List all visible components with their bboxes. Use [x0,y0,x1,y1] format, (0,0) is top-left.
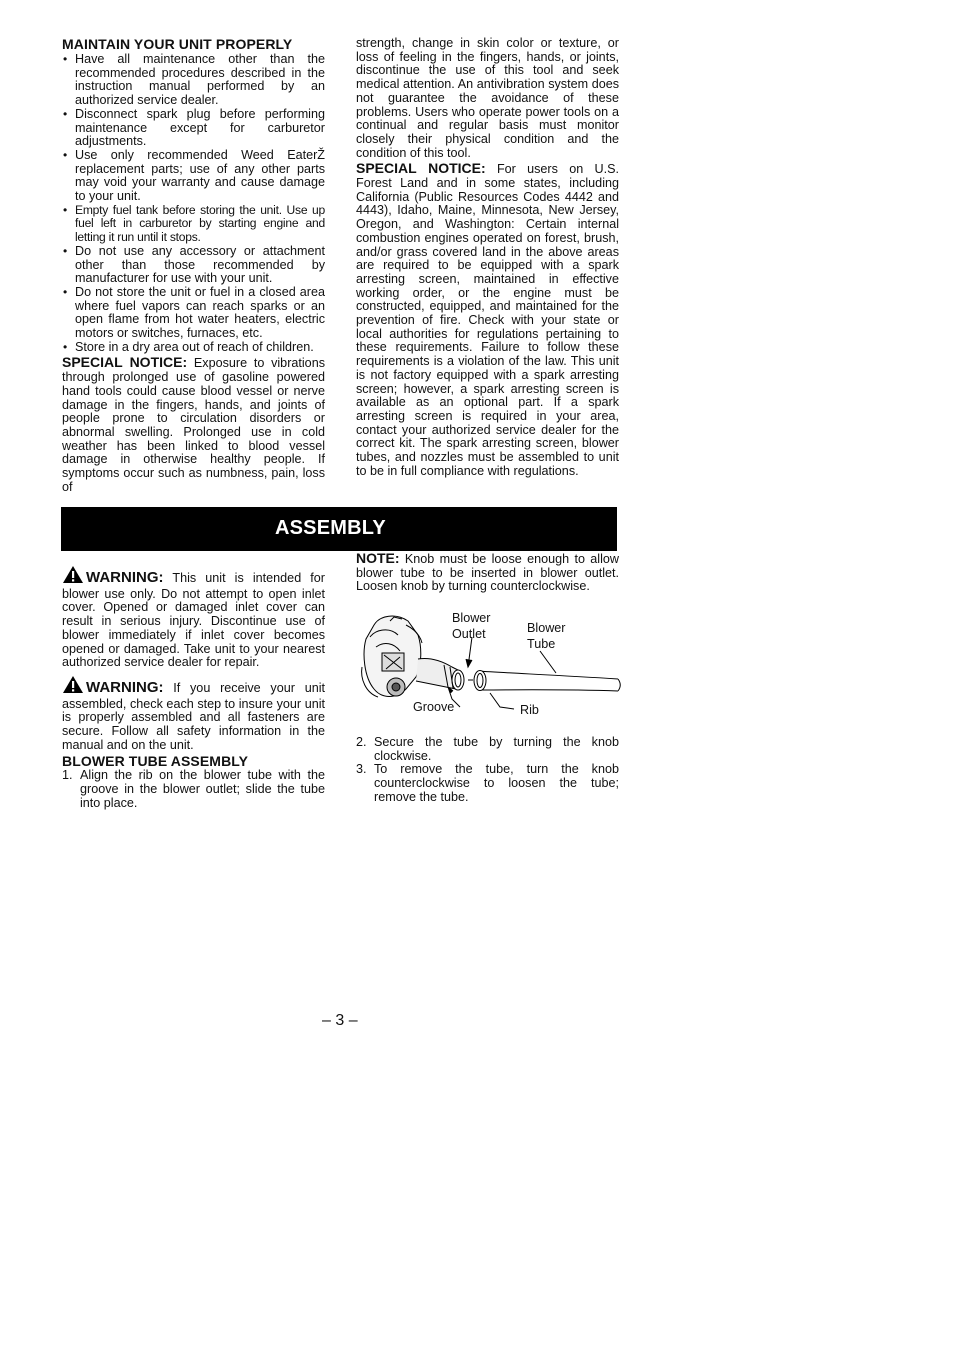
warning-inlet [62,565,325,670]
label-line: Blower [527,621,566,635]
assembly-banner [61,507,617,551]
list-item [356,763,619,804]
warning-lead: WARNING: [86,569,164,586]
list-item: • Do not store the unit or fuel in a closed area where fuel vapors can reach sparks or an open flame from hot water heaters, electric motors or switches, furnaces, etc. [62,286,325,341]
notice-text: Exposure to vibrations through prolonged use of gasoline powered hand tools could cause blood vessel or nerve damage in the fingers, hands, and joints of people prone to circulation disorders or abnormal swelling. Prolonged use in cold weather has been linked to blood vessel damage in otherwise healthy people. If symptoms occur such as numbness, pain, loss of [62,356,325,494]
list-item: • Empty fuel tank before storing the unit. Use up fuel left in carburetor by starting engine and letting it run until it stops. [62,204,325,245]
blower-outlet-label [452,611,491,642]
warning-text: If you receive your unit assembled, check each step to insure your unit is properly assembled and all fasteners are secure. Follow all safety information in the manual and on the unit. [62,680,325,752]
rib-label: Rib [520,703,539,717]
steps-section-2 [356,736,619,805]
step-number: 1. [62,768,73,783]
label-line: Outlet [452,626,486,641]
blower-tube-label [527,621,566,652]
vibration-notice-continued: strength, change in skin color or texture, or loss of feeling in the fingers, hands, or joints, discontinue the use of this tool and seek medical attention. An antivibration system does not guarantee the avoidance of these problems. Users who operate power tools on a continual and regular basis must monitor closely their physical condition and the condition of this tool. [356,36,619,160]
notice-lead: SPECIAL NOTICE: [356,160,486,177]
tube-assembly-heading: BLOWER TUBE ASSEMBLY [62,753,249,770]
warning-triangle-icon [62,565,84,588]
label-line: Blower [452,611,491,625]
step-text: Align the rib on the blower tube with the groove in the blower outlet; slide the tube into place. [80,768,325,810]
maintain-heading: MAINTAIN YOUR UNIT PROPERLY [62,36,293,52]
maintain-list [62,53,325,354]
list-item: • Store in a dry area out of reach of children. [62,341,325,355]
blower-tube-figure [356,607,621,725]
step-number: 3. [356,762,367,777]
steps-list-1 [62,769,325,810]
notice-lead: SPECIAL NOTICE: [62,354,188,371]
assembly-title: ASSEMBLY [275,517,386,539]
assembly-warnings [62,565,325,811]
list-item: • Disconnect spark plug before performing maintenance except for carburetor adjustments. [62,108,325,149]
list-item: • Do not use any accessory or attachment other than those recommended by manufacturer for use with your unit. [62,245,325,286]
groove-label: Groove [413,700,455,714]
vibration-notice [62,356,325,494]
warning-assembled [62,675,325,753]
notice-continued-section [356,37,619,479]
label-line: Tube [527,636,556,651]
step-text: Secure the tube by turning the knob clockwise. [374,735,619,763]
notice-text: For users on U.S. Forest Land and in some states, including California (Public Resources Codes 4442 and 4443), Idaho, Maine, Minnesota, New Jersey, Oregon, and Washington: Certain internal combustion engines operated on forest, brush, and/or grass covered land in the above areas are required to be equipped with a spark arresting screen, maintained in effective working order, or the engine must be constructed, equipped, and maintained for the prevention of fire. Check with your state or local authorities for regulations pertaining to these requirements. Failure to follow these requirements is a violation of the law. This unit is not factory equipped with a spark arresting screen; however, a spark arresting screen is available as an optional part. If a spark arresting screen is required in your area, contact your authorized service dealer for the correct kit. The spark arresting screen, blower tubes, and nozzles must be assembled to unit to be in full compliance with regulations. [356,162,619,478]
list-item [62,769,325,810]
page-number: – 3 – [322,1012,358,1029]
note-lead: NOTE: [356,550,400,566]
list-item [356,736,619,763]
warning-triangle-icon [62,675,84,698]
step-number: 2. [356,735,367,749]
note [356,552,619,594]
steps-list-2 [356,736,619,805]
assembly-right [356,552,619,594]
note-text: Knob must be loose enough to allow blower tube to be inserted in blower outlet. Loosen knob by turning counterclockwise. [356,552,619,594]
warning-text: This unit is intended for blower use only. Do not attempt to open inlet cover. Opened or damaged inlet cover can result in serious injury. Discontinue use of blower immediately if inlet cover becomes opened or damaged. Take unit to your nearest authorized service dealer for repair. [62,571,325,670]
warning-lead: WARNING: [86,678,164,696]
step-text: To remove the tube, turn the knob counterclockwise to loosen the tube; remove the tube. [374,762,619,804]
spark-notice [356,162,619,478]
maintain-section [62,37,325,495]
list-item: • Use only recommended Weed EaterŽ replacement parts; use of any other parts may void your warranty and cause damage to your unit. [62,149,325,204]
list-item: • Have all maintenance other than the recommended procedures described in the instruction manual performed by an authorized service dealer. [62,53,325,108]
